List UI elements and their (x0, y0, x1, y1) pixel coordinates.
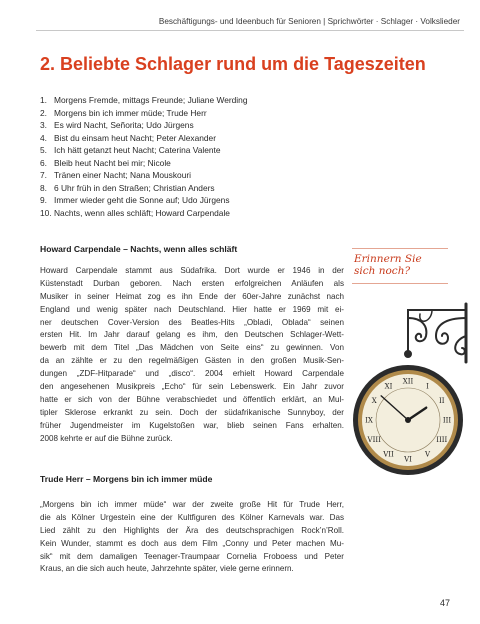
section-heading-trude-herr: Trude Herr – Morgens bin ich immer müde (40, 474, 213, 484)
song-title: Immer wieder geht die Sonne auf; Udo Jürgens (54, 195, 230, 205)
song-title: Bist du einsam heut Nacht; Peter Alexander (54, 132, 217, 143)
clock-numeral: XI (384, 382, 393, 391)
section-heading-carpendale: Howard Carpendale – Nachts, wenn alles schläft (40, 244, 238, 254)
song-list (40, 94, 340, 219)
song-list-item (40, 169, 340, 182)
clock-numeral: III (442, 416, 452, 425)
paragraph-line: ersten Hit. Im Jahr darauf gelang es ihm, den Deutschen Schlager-Wett- (40, 330, 344, 340)
song-number: 10. (40, 207, 52, 218)
paragraph-line: tipler Sklerose erkrankt zu sein. Doch der südafrikanische Sunnyboy, der (40, 407, 344, 417)
clock-numeral: X (371, 397, 377, 405)
song-title: Morgens bin ich immer müde; Trude Herr (54, 107, 207, 118)
paragraph-line: sik“ mit dem damaligen Teenager-Traumpaar Cornelia Froboess und Peter (40, 551, 344, 561)
paragraph-line: ner deutschen Cover-Version des Beatles-Hits „Obladi, Oblada“ seinen (40, 317, 344, 327)
paragraph-line: Lied zählt zu den Highlights der Ära des deutschsprachigen Rock’n’Roll. (40, 525, 344, 535)
song-list-item (40, 119, 340, 132)
paragraph-line: Kein Wunder, stammt es doch aus dem Film „Conny und Peter machen Mu- (40, 538, 344, 548)
clock-bracket (405, 304, 466, 362)
paragraph-trude-herr (40, 499, 344, 576)
running-header (36, 14, 464, 31)
song-list-item (40, 194, 340, 207)
paragraph-line: da an zählte er zu den regelmäßigen Gästen in den großen Musik-Sen- (40, 356, 344, 366)
page-number: 47 (440, 598, 451, 608)
paragraph-line: Howard Carpendale stammt aus Südafrika. Dort wurde er 1946 in der (40, 266, 344, 275)
paragraph-line: die als Kölner Urgesteìn eine der Kultfiguren des Kölner Karnevals war. Das (40, 512, 344, 522)
song-title: Nachts, wenn alles schläft; Howard Carpendale (54, 207, 230, 218)
paragraph-line: hatte er sich von der Bühne verabschiedet und öffentlich erklärt, an Mul- (40, 394, 344, 404)
paragraph-line: bewerb mit dem Titel „Das Mädchen von Seite eins“ zu gewinnen. Von (40, 343, 344, 353)
song-number: 9. (40, 195, 47, 205)
song-list-item (40, 132, 340, 145)
header-text: Beschäftigungs- und Ideenbuch für Senioren | Sprichwörter · Schlager · Volkslieder (158, 17, 460, 26)
paragraph-line: den angesehenen Musikpreis „Echo“ für sein Lebenswerk. Ein Jahr zuvor (40, 382, 344, 392)
sidebar-callout (352, 248, 448, 284)
song-list-item (40, 144, 340, 157)
song-list-item (40, 157, 340, 170)
paragraph-line: Küstenstadt Durban geboren. Nach ersten erfolgreichen Anläufen als (40, 278, 344, 288)
song-list-item (40, 94, 340, 107)
song-list-item (40, 207, 340, 220)
song-number: 2. (40, 107, 47, 118)
station-clock-illustration (348, 296, 472, 486)
clock-body (353, 365, 463, 475)
song-list-item (40, 107, 340, 120)
sidebar-line-1: Erinnern Sie (354, 253, 422, 265)
song-number: 1. (40, 95, 47, 105)
song-number: 4. (40, 132, 47, 143)
song-number: 7. (40, 170, 47, 180)
clock-numeral: V (424, 450, 431, 459)
song-title: Morgens Fremde, mittags Freunde; Juliane Werding (54, 95, 248, 105)
song-title: Ich hätt getanzt heut Nacht; Caterina Valente (54, 145, 221, 155)
paragraph-line: früher Jugendmeister im Kugelstoßen war, blieb seinen Fans erhalten. (40, 420, 344, 430)
paragraph-line: Kraus, an die sich auch heute, Jahrzehnte später, viele gerne erinnern. (40, 564, 294, 574)
clock-numeral: XII (402, 377, 414, 386)
paragraph-line: „Morgens bin ich immer müde“ war der zweite große Hit für Trude Herr, (40, 500, 344, 509)
song-title: 6 Uhr früh in den Straßen; Christian Anders (54, 182, 215, 193)
paragraph-line: 2008 kehrte er auf die Bühne zurück. (40, 433, 173, 443)
song-number: 5. (40, 145, 47, 155)
paragraph-line: dungen „ZDF-Hitparade“ und „disco“. 2004 erhielt Howard Carpendale (40, 369, 344, 379)
song-number: 6. (40, 157, 47, 168)
song-title: Bleib heut Nacht bei mir; Nicole (54, 157, 171, 168)
sidebar-line-2: sich noch? (354, 265, 411, 277)
song-number: 3. (40, 120, 47, 130)
paragraph-carpendale (40, 265, 344, 445)
song-number: 8. (40, 182, 47, 193)
clock-numeral: I (426, 382, 429, 391)
paragraph-line: England und wenig später nach Deutschland. Hier hatte er 1969 mit ei- (40, 304, 344, 314)
clock-numeral: VI (404, 455, 412, 464)
clock-numeral: VIII (367, 436, 381, 444)
clock-numeral: II (439, 397, 445, 405)
chapter-title: 2. Beliebte Schlager rund um die Tageszeiten (40, 54, 426, 74)
song-title: Tränen einer Nacht; Nana Mouskouri (54, 170, 192, 180)
paragraph-line: Musiker in seiner Heimat zog es ihn Ende der 60er-Jahre zunächst nach (40, 291, 344, 301)
clock-numeral: IIII (436, 436, 448, 444)
clock-numeral: VII (383, 450, 394, 459)
clock-numeral: IX (365, 416, 373, 425)
song-title: Es wird Nacht, Señorita; Udo Jürgens (54, 120, 194, 130)
song-list-item (40, 182, 340, 195)
sidebar-callout-text (354, 253, 422, 277)
